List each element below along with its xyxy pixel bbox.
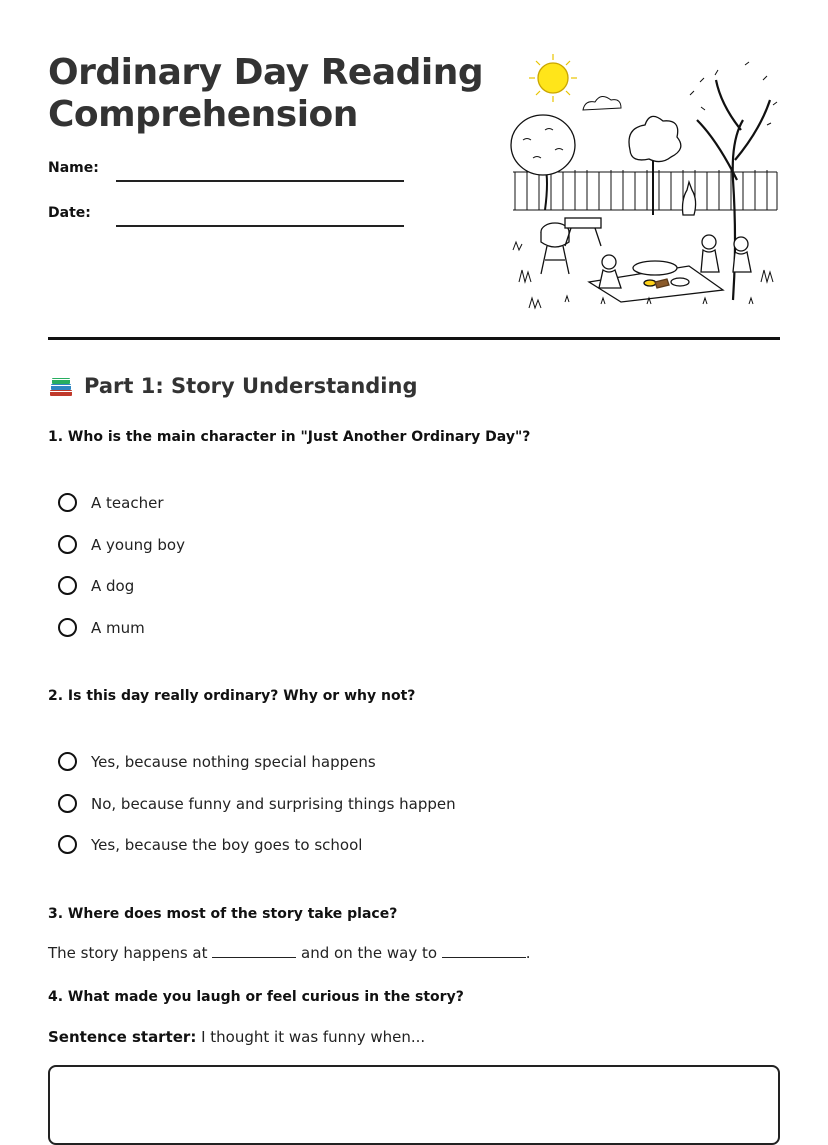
option-label: A mum: [91, 618, 145, 637]
radio-button[interactable]: [58, 835, 77, 854]
radio-button[interactable]: [58, 535, 77, 554]
title-line-1: Ordinary Day Reading: [48, 52, 484, 93]
q2-option-1[interactable]: [58, 752, 376, 771]
q1-option-3[interactable]: [58, 576, 134, 595]
backyard-picnic-illustration: [505, 50, 785, 315]
q1-option-2[interactable]: [58, 535, 185, 554]
header-divider: [48, 337, 780, 340]
question-3: 3. Where does most of the story take place?: [48, 906, 398, 922]
radio-button[interactable]: [58, 752, 77, 771]
sentence-starter: [48, 1028, 425, 1046]
radio-button[interactable]: [58, 794, 77, 813]
sun-icon: [529, 54, 577, 102]
part1-heading: [48, 374, 417, 398]
q2-option-2[interactable]: [58, 794, 456, 813]
fill-text-1: The story happens at: [48, 944, 213, 962]
option-label: Yes, because nothing special happens: [91, 752, 376, 771]
blank-place-2[interactable]: [442, 945, 526, 958]
worksheet-title: [48, 52, 488, 136]
fill-text-3: .: [525, 944, 531, 962]
starter-text: I thought it was funny when...: [196, 1028, 426, 1046]
option-label: A young boy: [91, 535, 185, 554]
question-2: 2. Is this day really ordinary? Why or why not?: [48, 688, 416, 704]
q2-option-3[interactable]: [58, 835, 362, 854]
blank-place-1[interactable]: [212, 945, 296, 958]
starter-label: Sentence starter:: [48, 1028, 197, 1046]
option-label: Yes, because the boy goes to school: [91, 835, 363, 854]
q1-option-1[interactable]: [58, 493, 163, 512]
radio-button[interactable]: [58, 576, 77, 595]
books-icon: [48, 374, 74, 398]
q3-fill-in-sentence: [48, 944, 531, 962]
option-label: A dog: [91, 576, 135, 595]
question-4: 4. What made you laugh or feel curious in the story?: [48, 989, 464, 1005]
part1-title: Part 1: Story Understanding: [84, 374, 418, 398]
date-label: Date:: [48, 205, 91, 221]
title-line-2: Comprehension: [48, 94, 358, 135]
fill-text-2: and on the way to: [296, 944, 442, 962]
bbq-grill-icon: [541, 218, 601, 274]
option-label: No, because funny and surprising things happen: [91, 794, 456, 813]
radio-button[interactable]: [58, 618, 77, 637]
radio-button[interactable]: [58, 493, 77, 512]
date-field[interactable]: [116, 225, 404, 227]
name-field[interactable]: [116, 180, 404, 182]
option-label: A teacher: [91, 493, 164, 512]
q1-option-4[interactable]: [58, 618, 145, 637]
q4-answer-box[interactable]: [48, 1065, 780, 1145]
question-1: 1. Who is the main character in "Just Another Ordinary Day"?: [48, 429, 531, 445]
name-label: Name:: [48, 160, 99, 176]
